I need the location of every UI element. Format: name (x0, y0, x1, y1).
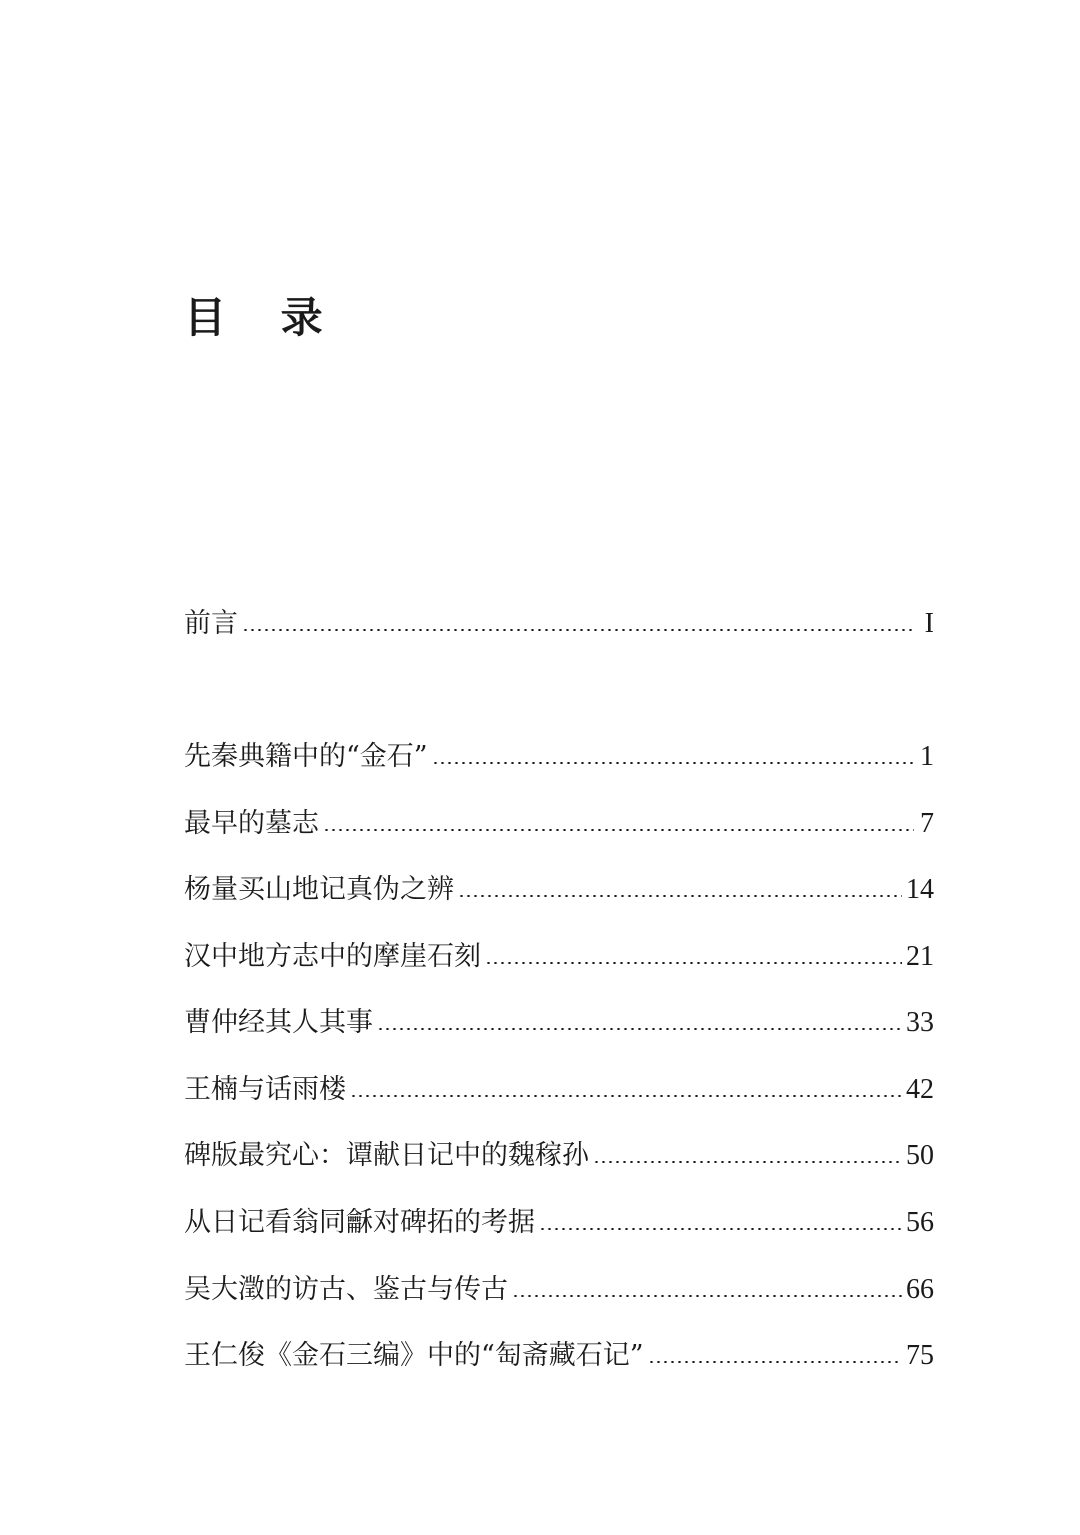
toc-entry-title: 前言 (184, 608, 238, 639)
toc-entry (184, 1203, 934, 1243)
toc-entry (184, 804, 934, 844)
dot-leader (323, 829, 914, 831)
toc-entry-page: 7 (920, 808, 934, 839)
toc-entry-page: 33 (906, 1007, 934, 1038)
toc-entry-title: 曹仲经其人其事 (184, 1007, 373, 1038)
toc-entry (184, 870, 934, 910)
dot-leader (432, 762, 914, 764)
toc-entry-title: 先秦典籍中的“金石” (184, 741, 428, 772)
toc-entry (184, 1270, 934, 1310)
toc-entry-title: 最早的墓志 (184, 808, 319, 839)
toc-entry-page: 56 (906, 1207, 934, 1238)
toc-entry-title: 汉中地方志中的摩崖石刻 (184, 941, 481, 972)
toc-entry (184, 937, 934, 977)
toc-entry-title: 吴大澂的访古、鉴古与传古 (184, 1274, 508, 1305)
dot-leader (350, 1095, 902, 1097)
dot-leader (648, 1361, 902, 1363)
dot-leader (512, 1295, 902, 1297)
toc-entry (184, 1136, 934, 1176)
toc-entry-page: 1 (920, 741, 934, 772)
toc-heading: 目 录 (184, 293, 343, 342)
toc-entry-page: 42 (906, 1074, 934, 1105)
toc-entry-title: 杨量买山地记真伪之辨 (184, 874, 454, 905)
dot-leader (485, 962, 902, 964)
toc-entry (184, 1003, 934, 1043)
toc-entry-title: 碑版最究心：谭献日记中的魏稼孙 (184, 1140, 589, 1171)
toc-entry-preface (184, 604, 934, 644)
toc-entry (184, 1336, 934, 1376)
dot-leader (377, 1028, 902, 1030)
toc-entry-title: 王仁俊《金石三编》中的“匋斋藏石记” (184, 1340, 644, 1371)
dot-leader (458, 895, 902, 897)
toc-entry (184, 737, 934, 777)
toc-entry-page: 75 (906, 1340, 934, 1371)
toc-entry-page: 21 (906, 941, 934, 972)
dot-leader (242, 629, 914, 631)
toc-entry (184, 1070, 934, 1110)
dot-leader (539, 1228, 902, 1230)
toc-entry-page: 14 (906, 874, 934, 905)
toc-entry-title: 王楠与话雨楼 (184, 1074, 346, 1105)
toc-entry-page: 50 (906, 1140, 934, 1171)
toc-entry-page: I (924, 608, 934, 639)
dot-leader (593, 1161, 902, 1163)
toc-entry-page: 66 (906, 1274, 934, 1305)
toc-entry-title: 从日记看翁同龢对碑拓的考据 (184, 1207, 535, 1238)
